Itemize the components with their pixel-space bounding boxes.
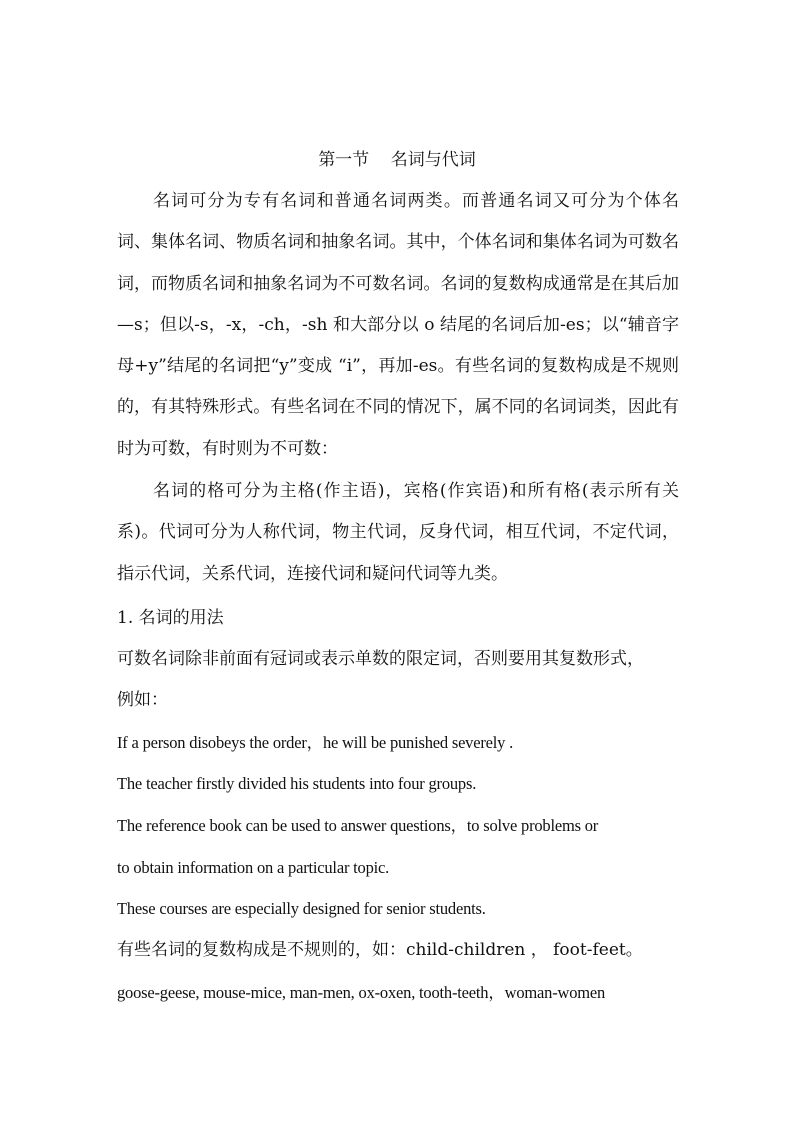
noun-intro-paragraph: 名词可分为专有名词和普通名词两类。而普通名词又可分为个体名词、集体名词、物质名词和抽象名词。其中，个体名词和集体名词为可数名词，而物质名词和抽象名词为不可数名词。名词的复数构成通常是在其后加—s；但以-s，-x，-ch，-sh 和大部分以 o 结尾的名词后加-es；以“辅音字母+y”结尾的名词把“y”变成 “i”，再加-es。有些名词的复数构成是不规则的，有其特殊形式。有些名词在不同的情况下，属不同的名词词类，因此有时为可数，有时则为不可数： [117,191,679,459]
rule-text-line: 例如： [117,690,168,710]
example-sentence: The reference book can be used to answer questions，to solve problems or [117,816,599,835]
example-sentence: If a person disobeys the order，he will be punished severely . [117,733,514,752]
example-sentence-continuation: to obtain information on a particular topic. [117,858,390,877]
example-sentence: The teacher firstly divided his students into four groups. [117,774,477,793]
subsection-heading: 1. 名词的用法 [117,608,224,628]
irregular-plural-text: 有些名词的复数构成是不规则的，如：child-children ， foot-feet。 [117,940,643,960]
example-sentence: These courses are especially designed for senior students. [117,899,486,918]
noun-case-pronoun-paragraph: 名词的格可分为主格(作主语)，宾格(作宾语)和所有格(表示所有关系)。代词可分为人称代词，物主代词，反身代词，相互代词，不定代词，指示代词，关系代词，连接代词和疑问代词等九类。 [117,481,679,584]
irregular-plural-list: goose-geese, mouse-mice, man-men, ox-oxen, tooth-teeth，woman-women [117,983,606,1002]
rule-text-line: 可数名词除非前面有冠词或表示单数的限定词，否则要用其复数形式， [117,649,644,669]
section-title: 第一节 名词与代词 [318,150,476,170]
